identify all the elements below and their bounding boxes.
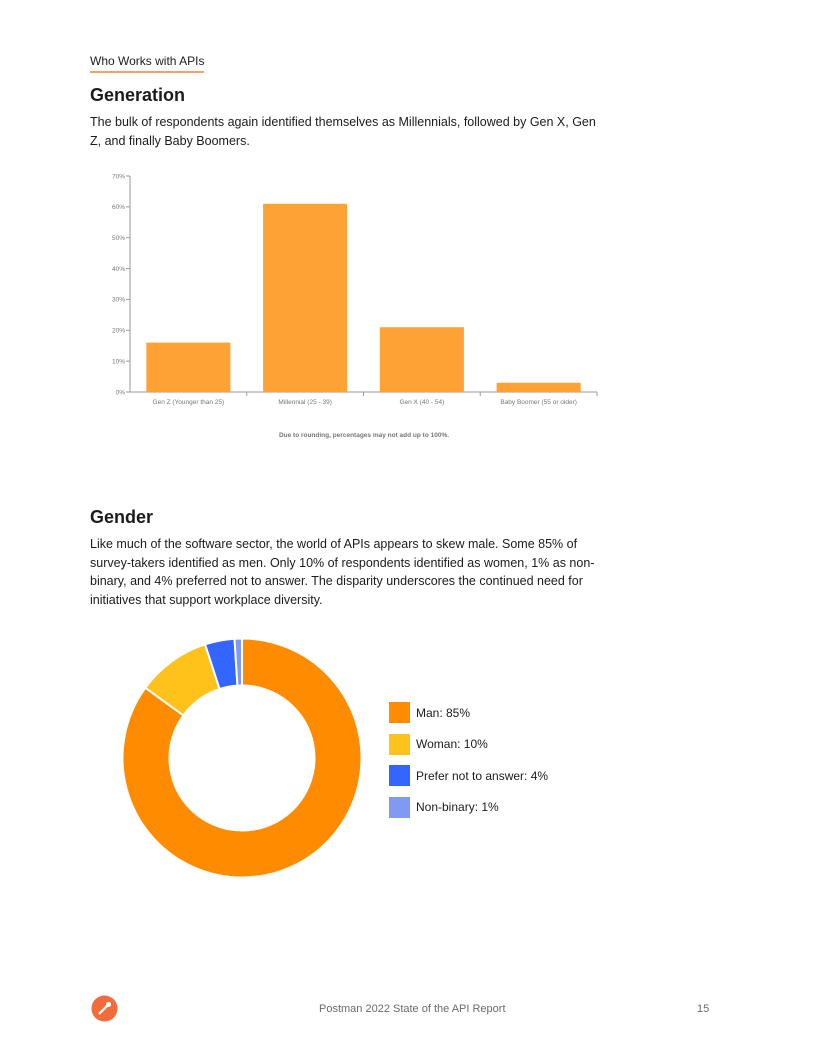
- y-tick-label: 0%: [115, 389, 125, 397]
- generation-heading: Generation: [90, 85, 186, 105]
- gender-heading: Gender: [90, 507, 154, 527]
- generation-bar-chart: [100, 165, 610, 445]
- y-tick-label: 40%: [111, 265, 125, 273]
- bar: [497, 383, 581, 392]
- y-tick-label: 70%: [111, 173, 125, 181]
- gender-legend: [389, 702, 548, 828]
- x-tick-label: Gen Z (Younger than 25): [152, 399, 225, 406]
- y-tick-label: 60%: [111, 204, 125, 212]
- legend-swatch: [389, 702, 410, 723]
- legend-label: Prefer not to answer: 4%: [416, 768, 549, 783]
- legend-swatch: [389, 765, 410, 786]
- legend-item-prefer-not-to-answer: [389, 765, 548, 786]
- bar-chart-note: Due to rounding, percentages may not add up to 100%.: [278, 432, 450, 439]
- postman-logo-icon: [91, 995, 118, 1022]
- bar: [146, 343, 230, 392]
- y-tick-label: 30%: [111, 296, 125, 304]
- legend-swatch: [389, 734, 410, 755]
- gender-paragraph: Like much of the software sector, the world of APIs appears to skew male. Some 85% of survey-takers identified as men. Only 10% of respondents identified as women, 1% as non-binary, and 4% preferred not to answer. The disparity underscores the continued need for initiatives that support workplace diversity.: [90, 537, 595, 607]
- legend-item-non-binary: [389, 797, 548, 818]
- bar-chart-y-ticks: [112, 173, 130, 396]
- bar: [380, 327, 464, 392]
- legend-swatch: [389, 797, 410, 818]
- x-tick-label: Baby Boomer (55 or older): [500, 399, 577, 406]
- generation-paragraph: The bulk of respondents again identified themselves as Millennials, followed by Gen X, Gen Z, and finally Baby Boomers.: [90, 115, 596, 148]
- legend-label: Man: 85%: [416, 705, 471, 720]
- y-tick-label: 10%: [111, 358, 125, 366]
- legend-item-woman: [389, 734, 548, 755]
- x-tick-label: Gen X (40 - 54): [399, 399, 445, 406]
- gender-donut-chart: [120, 636, 364, 880]
- section-tag: Who Works with APIs: [90, 54, 204, 73]
- legend-item-man: [389, 702, 548, 723]
- y-tick-label: 50%: [111, 235, 125, 243]
- y-tick-label: 20%: [111, 327, 125, 335]
- legend-label: Non-binary: 1%: [416, 800, 499, 814]
- x-tick-label: Millennial (25 - 39): [278, 399, 332, 406]
- bar-chart-x-labels: [153, 392, 597, 406]
- legend-label: Woman: 10%: [416, 737, 488, 751]
- bar: [263, 204, 347, 392]
- page-number: 15: [697, 1003, 710, 1015]
- footer-title: Postman 2022 State of the API Report: [319, 1003, 506, 1015]
- bar-chart-bars: [146, 204, 580, 392]
